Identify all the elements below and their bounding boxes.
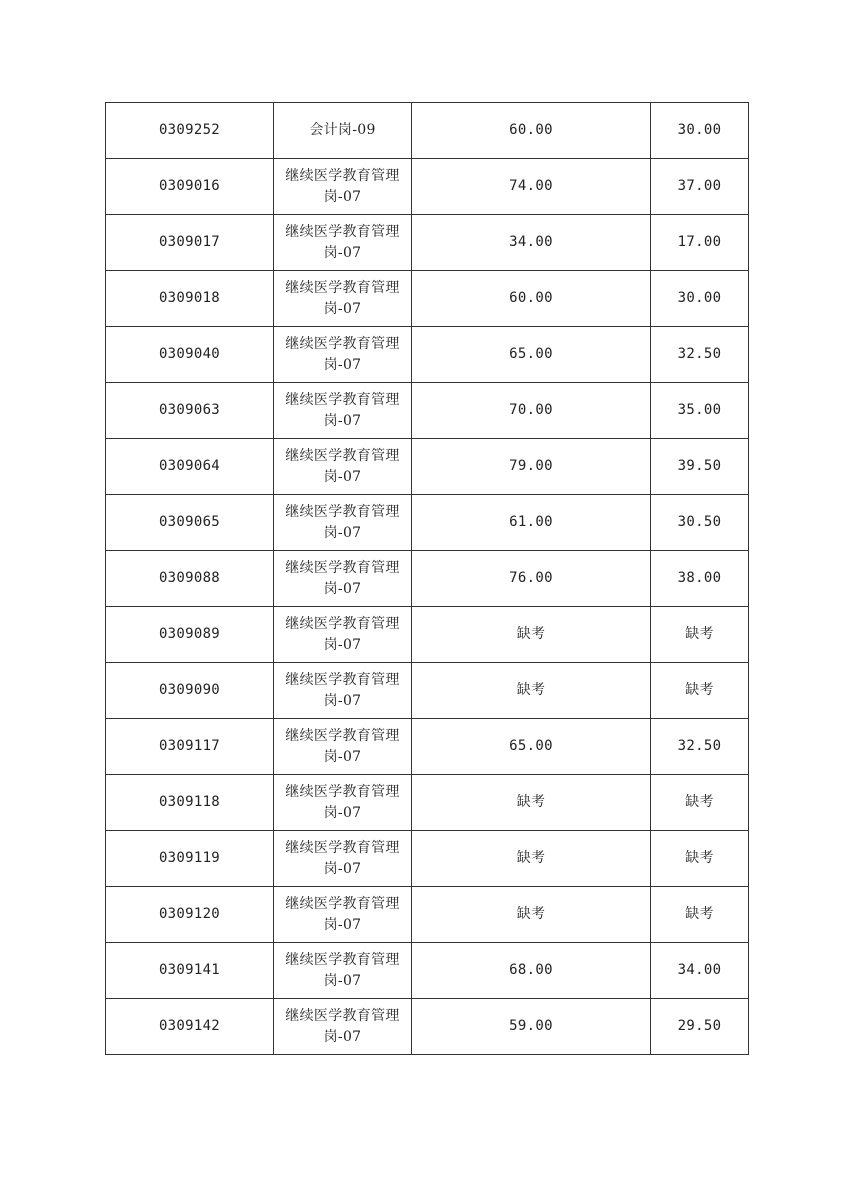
- converted-score-cell: 缺考: [651, 663, 749, 719]
- candidate-id-cell: 0309018: [106, 271, 274, 327]
- table-row: [106, 495, 749, 551]
- converted-score-cell: 30.00: [651, 103, 749, 159]
- written-score-cell: 68.00: [412, 943, 651, 999]
- table-row: [106, 103, 749, 159]
- candidate-id-cell: 0309064: [106, 439, 274, 495]
- table-row: [106, 943, 749, 999]
- candidate-id-cell: 0309040: [106, 327, 274, 383]
- table-row: [106, 215, 749, 271]
- table-row: [106, 719, 749, 775]
- written-score-cell: 76.00: [412, 551, 651, 607]
- converted-score-cell: 32.50: [651, 327, 749, 383]
- post-name-cell: 继续医学教育管理岗-07: [274, 775, 412, 831]
- converted-score-cell: 缺考: [651, 887, 749, 943]
- table-row: [106, 159, 749, 215]
- written-score-cell: 缺考: [412, 775, 651, 831]
- candidate-id-cell: 0309088: [106, 551, 274, 607]
- post-name-cell: 继续医学教育管理岗-07: [274, 495, 412, 551]
- post-name-cell: 继续医学教育管理岗-07: [274, 719, 412, 775]
- post-name-cell: 会计岗-09: [274, 103, 412, 159]
- written-score-cell: 79.00: [412, 439, 651, 495]
- converted-score-cell: 29.50: [651, 999, 749, 1055]
- post-name-cell: 继续医学教育管理岗-07: [274, 831, 412, 887]
- written-score-cell: 缺考: [412, 831, 651, 887]
- post-name-cell: 继续医学教育管理岗-07: [274, 999, 412, 1055]
- post-name-cell: 继续医学教育管理岗-07: [274, 551, 412, 607]
- written-score-cell: 缺考: [412, 663, 651, 719]
- written-score-cell: 61.00: [412, 495, 651, 551]
- converted-score-cell: 30.50: [651, 495, 749, 551]
- written-score-cell: 65.00: [412, 719, 651, 775]
- written-score-cell: 74.00: [412, 159, 651, 215]
- table-row: [106, 607, 749, 663]
- table-row: [106, 383, 749, 439]
- candidate-id-cell: 0309120: [106, 887, 274, 943]
- converted-score-cell: 缺考: [651, 775, 749, 831]
- post-name-cell: 继续医学教育管理岗-07: [274, 887, 412, 943]
- table-row: [106, 775, 749, 831]
- converted-score-cell: 39.50: [651, 439, 749, 495]
- table-row: [106, 887, 749, 943]
- candidate-id-cell: 0309016: [106, 159, 274, 215]
- candidate-id-cell: 0309119: [106, 831, 274, 887]
- table-row: [106, 327, 749, 383]
- post-name-cell: 继续医学教育管理岗-07: [274, 439, 412, 495]
- candidate-id-cell: 0309017: [106, 215, 274, 271]
- converted-score-cell: 缺考: [651, 607, 749, 663]
- converted-score-cell: 38.00: [651, 551, 749, 607]
- written-score-cell: 缺考: [412, 607, 651, 663]
- converted-score-cell: 缺考: [651, 831, 749, 887]
- table-row: [106, 551, 749, 607]
- converted-score-cell: 32.50: [651, 719, 749, 775]
- post-name-cell: 继续医学教育管理岗-07: [274, 159, 412, 215]
- candidate-id-cell: 0309090: [106, 663, 274, 719]
- converted-score-cell: 30.00: [651, 271, 749, 327]
- converted-score-cell: 17.00: [651, 215, 749, 271]
- candidate-id-cell: 0309117: [106, 719, 274, 775]
- written-score-cell: 70.00: [412, 383, 651, 439]
- table-row: [106, 999, 749, 1055]
- table-row: [106, 831, 749, 887]
- score-table: [105, 102, 749, 1055]
- candidate-id-cell: 0309118: [106, 775, 274, 831]
- converted-score-cell: 35.00: [651, 383, 749, 439]
- written-score-cell: 缺考: [412, 887, 651, 943]
- table-row: [106, 439, 749, 495]
- converted-score-cell: 34.00: [651, 943, 749, 999]
- table-row: [106, 663, 749, 719]
- written-score-cell: 60.00: [412, 103, 651, 159]
- score-table-body: [106, 103, 749, 1055]
- post-name-cell: 继续医学教育管理岗-07: [274, 215, 412, 271]
- written-score-cell: 60.00: [412, 271, 651, 327]
- candidate-id-cell: 0309142: [106, 999, 274, 1055]
- post-name-cell: 继续医学教育管理岗-07: [274, 271, 412, 327]
- table-row: [106, 271, 749, 327]
- post-name-cell: 继续医学教育管理岗-07: [274, 943, 412, 999]
- written-score-cell: 65.00: [412, 327, 651, 383]
- candidate-id-cell: 0309141: [106, 943, 274, 999]
- written-score-cell: 34.00: [412, 215, 651, 271]
- written-score-cell: 59.00: [412, 999, 651, 1055]
- candidate-id-cell: 0309089: [106, 607, 274, 663]
- post-name-cell: 继续医学教育管理岗-07: [274, 663, 412, 719]
- candidate-id-cell: 0309252: [106, 103, 274, 159]
- post-name-cell: 继续医学教育管理岗-07: [274, 383, 412, 439]
- candidate-id-cell: 0309063: [106, 383, 274, 439]
- candidate-id-cell: 0309065: [106, 495, 274, 551]
- post-name-cell: 继续医学教育管理岗-07: [274, 327, 412, 383]
- converted-score-cell: 37.00: [651, 159, 749, 215]
- post-name-cell: 继续医学教育管理岗-07: [274, 607, 412, 663]
